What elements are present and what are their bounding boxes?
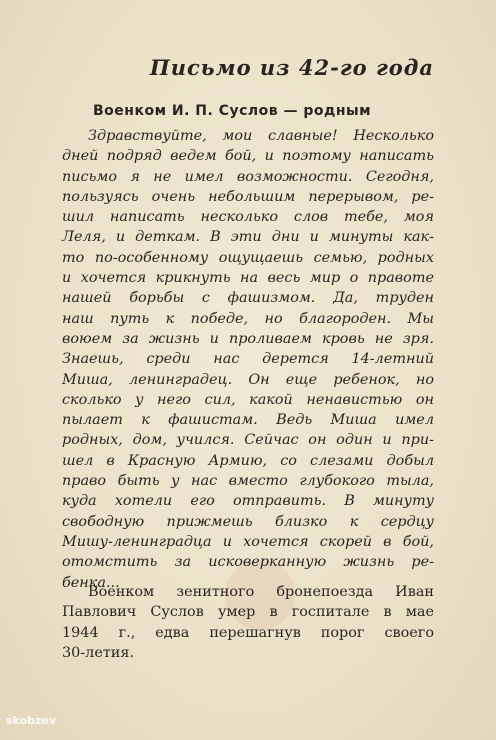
letter-line: Мишу-ленинградца и хочется скорей в бой, bbox=[62, 533, 434, 550]
letter-line: нашей борьбы с фашизмом. Да, труден bbox=[62, 290, 434, 307]
letter-line: шил написать несколько слов тебе, моя bbox=[62, 209, 434, 226]
letter-line: право быть у нас вместо глубокого тыла, bbox=[62, 473, 434, 490]
letter-line: отомстить за исковерканную жизнь ре- bbox=[62, 554, 434, 571]
letter-line: Миша, ленинградец. Он еще ребенок, но bbox=[62, 371, 434, 388]
letter-line: и хочется крикнуть на весь мир о правоте bbox=[62, 270, 434, 287]
letter-line: Здравствуйте, мои славные! Несколько bbox=[88, 128, 434, 144]
letter-line: сколько у него сил, какой ненавистью он bbox=[62, 391, 434, 408]
letter-line: пылает к фашистам. Ведь Миша имел bbox=[62, 412, 434, 429]
letter-line: воюем за жизнь и проливаем кровь не зря. bbox=[62, 330, 434, 347]
footer-line: 30-летия. bbox=[62, 644, 135, 661]
letter-line: куда хотели его отправить. В минуту bbox=[62, 493, 434, 510]
footer-line: 1944 г., едва перешагнув порог своего bbox=[62, 624, 434, 641]
letter-line: Знаешь, среди нас дерется 14-летний bbox=[62, 351, 434, 368]
page-title: Письмо из 42-го года bbox=[149, 55, 434, 80]
letter-body bbox=[62, 126, 434, 593]
letter-line: Леля, и деткам. В эти дни и минуты как- bbox=[62, 229, 434, 246]
letter-line: пользуясь очень небольшим перерывом, ре- bbox=[62, 188, 434, 205]
footer-line: Военком зенитного бронепоезда Иван bbox=[88, 584, 434, 600]
letter-line: дней подряд ведем бой, и поэтому написать bbox=[62, 148, 434, 165]
letter-line: свободную прижмешь близко к сердцу bbox=[62, 513, 434, 530]
watermark: skobzev bbox=[6, 714, 57, 727]
footer-note bbox=[62, 582, 434, 663]
letter-line: родных, дом, учился. Сейчас он один и при- bbox=[62, 432, 434, 449]
letter-line: шел в Красную Армию, со слезами добыл bbox=[62, 452, 434, 469]
letter-line: бенка... bbox=[62, 574, 120, 591]
letter-heading: Военком И. П. Суслов — родным bbox=[93, 103, 372, 119]
letter-line: наш путь к победе, но благороден. Мы bbox=[62, 310, 434, 327]
letter-line: письмо я не имел возможности. Сегодня, bbox=[62, 168, 434, 185]
letter-line: то по-особенному ощущаешь семью, родных bbox=[62, 249, 434, 266]
footer-line: Павлович Суслов умер в госпитале в мае bbox=[62, 604, 434, 621]
